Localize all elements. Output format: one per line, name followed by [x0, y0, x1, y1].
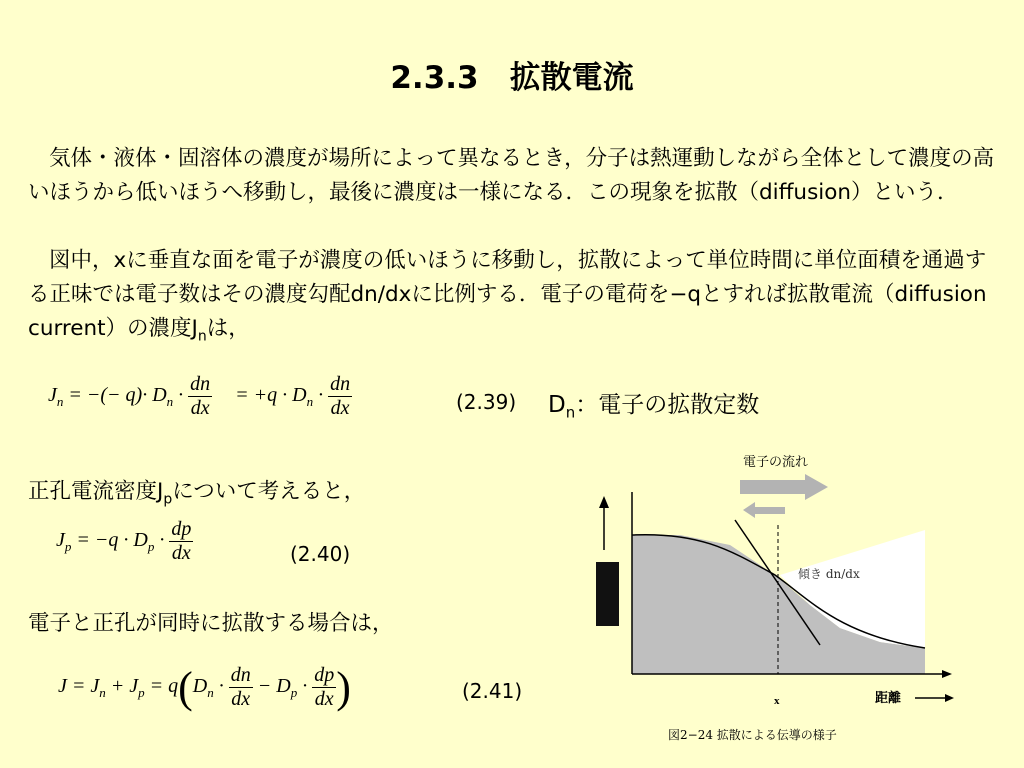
hole-line-text: 正孔電流密度J: [28, 479, 164, 504]
hole-line-tail: について考えると，: [172, 479, 366, 504]
paragraph-2-tail: は，: [206, 316, 250, 341]
x-label: x: [774, 695, 780, 707]
figure-caption: 図2−24 拡散による伝導の様子: [668, 728, 837, 742]
paragraph-1-text: 気体・液体・固溶体の濃度が場所によって異なるとき，分子は熱運動しながら全体として濃度の高いほうから低いほうへ移動し，最後に濃度は一様になる．この現象を拡散（diffusion）という．: [28, 146, 995, 205]
paragraph-diffusion-current: [28, 244, 1003, 353]
axis-distance-label: 距離: [875, 691, 902, 706]
equation-2-41-label: (2.41): [462, 679, 523, 703]
flow-arrow-right: [740, 474, 828, 500]
concentration-label-block: [596, 562, 619, 626]
paragraph-2-text: 図中，xに垂直な面を電子が濃度の低いほうに移動し，拡散によって単位時間に単位面積を通過する正味では電子数はその濃度勾配dn/dxに比例する．電子の電荷を−qとすれば拡散電流（diffusion current）の濃度J: [28, 248, 987, 341]
flow-arrow-left: [743, 502, 785, 518]
hole-current-line: [28, 474, 365, 507]
equation-2-39: $J_n$ = −(− $q)\cdot D_n$ · $\frac{dn}{dx}$ = $+q \cdot D_n$ · $\frac{dn}{dx}$: [48, 373, 351, 419]
diffusion-constant-note: [548, 386, 759, 422]
page-title: 2.3.3 拡散電流: [390, 60, 634, 96]
hole-line-subscript: p: [163, 491, 173, 508]
slope-label: 傾き dn/dx: [798, 567, 860, 581]
equation-2-41: $J = J_n + J_p = q(D_n$ · $\frac{dn}{dx}$ − $D_p$ · $\frac{dp}{dx}$ ): [58, 663, 351, 712]
note-subscript: n: [565, 403, 576, 422]
equation-2-40-label: (2.40): [290, 542, 351, 566]
equation-2-40: $J_p = -q \cdot D_p$ · $\frac{dp}{dx}$: [56, 518, 192, 564]
equation-2-39-label: (2.39): [456, 390, 517, 414]
note-prefix: D: [548, 392, 566, 418]
paragraph-2-subscript: n: [197, 328, 207, 345]
x-axis-arrowhead: [942, 670, 952, 678]
flow-label: 電子の流れ: [743, 455, 809, 470]
concentration-arrowhead: [599, 496, 609, 508]
simultaneous-diffusion-line: 電子と正孔が同時に拡散する場合は，: [28, 611, 394, 636]
note-text: ：電子の拡散定数: [575, 392, 760, 418]
distance-arrowhead: [945, 694, 954, 702]
paragraph-diffusion-definition: [28, 142, 1003, 210]
diffusion-figure: [580, 450, 1020, 750]
